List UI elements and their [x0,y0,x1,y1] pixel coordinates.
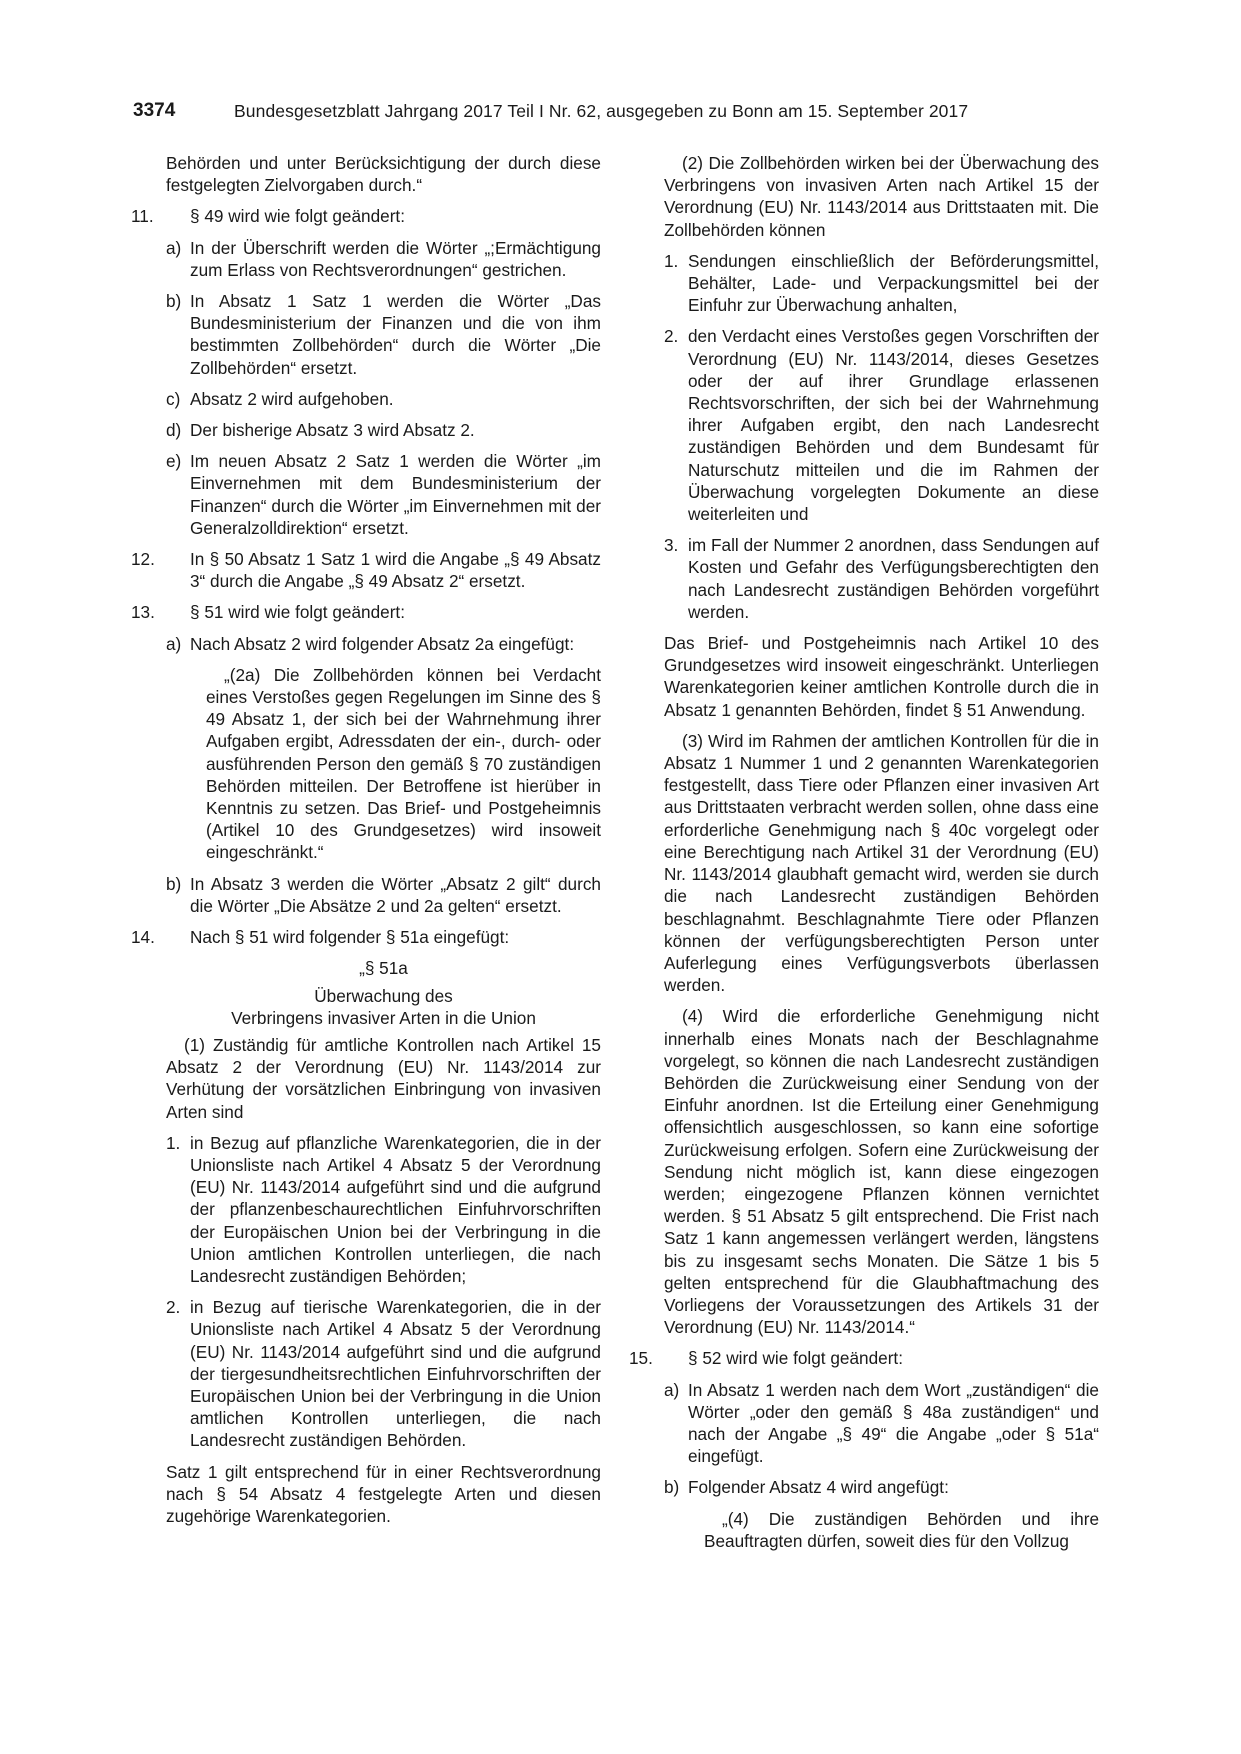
item-number: 1. [166,1132,181,1153]
item-letter: b) [664,1477,680,1498]
list-item [629,1347,1099,1369]
item-letter: d) [166,420,182,441]
item-number: 2. [166,1297,181,1318]
item-text: Sendungen einschließlich der Beförderungsmittel, Behälter, Lade- und Verpackungsmittel bei der Einfuhr zur Überwachung anhalten, [688,250,1099,316]
page-number: 3374 [133,100,176,121]
quoted-paragraph: „(4) Die zuständigen Behörden und ihre Beauftragten dürfen, soweit dies für den Vollzug [704,1508,1099,1551]
item-text: im Fall der Nummer 2 anordnen, dass Sendungen auf Kosten und Gefahr des Verfügungsberechtigten den nach Landesrecht zuständigen Behörden vorgeführt werden. [688,535,1099,622]
item-number: 13. [131,602,155,623]
item-text: In § 50 Absatz 1 Satz 1 wird die Angabe „§ 49 Absatz 3“ durch die Angabe „§ 49 Absatz 2“ ersetzt. [190,549,601,592]
item-text: Absatz 2 wird aufgehoben. [190,388,394,409]
item-letter: a) [664,1379,680,1400]
list-item [166,633,601,655]
item-text: Nach § 51 wird folgender § 51a eingefügt: [190,927,510,948]
item-letter: b) [166,873,182,894]
item-text: § 51 wird wie folgt geändert: [190,602,405,623]
item-letter: a) [166,633,182,654]
item-text: In Absatz 1 werden nach dem Wort „zuständigen“ die Wörter „oder den gemäß § 48a zuständigen“ und nach der Angabe „§ 49“ die Angabe „oder § 51a“ eingefügt. [688,1379,1099,1467]
running-title: Bundesgesetzblatt Jahrgang 2017 Teil I Nr. 62, ausgegeben zu Bonn am 15. September 2017 [234,101,969,121]
paragraph: Satz 1 gilt entsprechend für in einer Rechtsverordnung nach § 54 Absatz 4 festgelegte Arten und diesen zugehörige Warenkategorien. [166,1461,601,1526]
list-item [166,1132,601,1287]
section-title-line: Verbringens invasiver Arten in die Union [231,1007,536,1028]
paragraph: (3) Wird im Rahmen der amtlichen Kontrollen für die in Absatz 1 Nummer 1 und 2 genannten Warenkategorien festgestellt, dass Tiere oder Pflanzen einer invasiven Art aus Drittstaaten verbracht werden sollen, ohne dass eine erforderliche Genehmigung nach § 40c vorgelegt oder eine Berechtigung nach Artikel 31 der Verordnung (EU) Nr. 1143/2014 glaubhaft gemacht wird, werden sie durch die nach Landesrecht zuständigen Behörden beschlagnahmt. Beschlagnahmte Tiere oder Pflanzen können der verfügungsberechtigten Person unter Auferlegung eines Verfügungsverbots überlassen werden. [664,730,1099,996]
paragraph: (4) Wird die erforderliche Genehmigung nicht innerhalb eines Monats nach der Beschlagnahme vorgelegt, so können die nach Landesrecht zuständigen Behörden die Zurückweisung einer Sendung von der Einfuhr anordnen. Ist die Erteilung einer Genehmigung offensichtlich ausgeschlossen, so kann eine sofortige Zurückweisung erfolgen. Sofern eine Zurückweisung der Sendung nicht möglich ist, kann diese eingezogen werden; eingezogene Pflanzen können vernichtet werden. § 51 Absatz 5 gilt entsprechend. Die Frist nach Satz 1 kann angemessen verlängert werden, längstens bis zu insgesamt sechs Monaten. Die Sätze 1 bis 5 gelten entsprechend für die Glaubhaftmachung des Vorliegens der Voraussetzungen des Artikels 31 der Verordnung (EU) Nr. 1143/2014.“ [664,1006,1099,1338]
item-text: § 52 wird wie folgt geändert: [688,1348,903,1369]
section-title-line: Überwachung des [314,985,453,1006]
list-item [131,548,601,592]
list-item [131,926,601,948]
list-item [664,325,1099,525]
item-letter: b) [166,291,182,312]
list-item [166,237,601,281]
item-text: in Bezug auf tierische Warenkategorien, die in der Unionsliste nach Artikel 4 Absatz 5 der Verordnung (EU) Nr. 1143/2014 aufgeführt sind und die aufgrund der tiergesundheitsrechtlichen Einfuhrvorschriften der Europäischen Union bei der Verbringung in die Union amtlichen Kontrollen unterliegen, die nach Landesrecht zuständigen Behörden. [190,1297,601,1451]
item-letter: c) [166,388,181,409]
item-number: 1. [664,250,679,271]
list-item [664,534,1099,623]
item-text: Nach Absatz 2 wird folgender Absatz 2a eingefügt: [190,633,575,654]
item-number: 3. [664,535,679,556]
item-number: 14. [131,927,155,948]
item-number: 15. [629,1348,653,1369]
list-item [166,1296,601,1451]
item-letter: e) [166,451,182,472]
item-text: Folgender Absatz 4 wird angefügt: [688,1477,949,1498]
list-item [664,1476,1099,1498]
paragraph: (2) Die Zollbehörden wirken bei der Überwachung des Verbringens von invasiven Arten nach Artikel 15 der Verordnung (EU) Nr. 1143/2014 aus Drittstaaten mit. Die Zollbehörden können [664,153,1099,240]
list-item [664,250,1099,317]
item-number: 12. [131,549,155,570]
list-item [166,873,601,917]
item-text: In Absatz 3 werden die Wörter „Absatz 2 gilt“ durch die Wörter „Die Absätze 2 und 2a gelten“ ersetzt. [190,873,601,916]
paragraph: (1) Zuständig für amtliche Kontrollen nach Artikel 15 Absatz 2 der Verordnung (EU) Nr. 1143/2014 zur Verhütung der vorsätzlichen Einbringung von invasiven Arten sind [166,1034,601,1122]
list-item [166,419,601,441]
item-number: 11. [131,206,154,227]
paragraph: Das Brief- und Postgeheimnis nach Artikel 10 des Grundgesetzes wird insoweit eingeschränkt. Unterliegen Warenkategorien keiner amtlichen Kontrolle durch die in Absatz 1 genannten Behörden, findet § 51 Anwendung. [664,633,1099,720]
item-number: 2. [664,326,679,347]
item-text: den Verdacht eines Verstoßes gegen Vorschriften der Verordnung (EU) Nr. 1143/2014, dieses Gesetzes oder der auf ihrer Grundlage erlassenen Rechtsvorschriften, der sich bei der Wahrnehmung ihrer Aufgaben ergibt, den nach Landesrecht zuständigen Behörden und dem Bundesamt für Naturschutz mitteilen und die im Rahmen der Überwachung vorgelegten Dokumente an diese weiterleiten und [688,326,1099,525]
list-item [131,601,601,623]
list-item [166,388,601,410]
list-item [664,1379,1099,1468]
item-text: § 49 wird wie folgt geändert: [190,206,405,227]
item-text: in Bezug auf pflanzliche Warenkategorien, die in der Unionsliste nach Artikel 4 Absatz 5 der Verordnung (EU) Nr. 1143/2014 aufgeführt sind und die aufgrund der pflanzenbeschaurechtlichen Einfuhrvorschriften der Europäischen Union bei der Verbringung in die Union amtlichen Kontrollen unterliegen, die nach Landesrecht zuständigen Behörden; [190,1132,601,1286]
quoted-paragraph: „(2a) Die Zollbehörden können bei Verdacht eines Verstoßes gegen Regelungen im Sinne des § 49 Absatz 1, der sich bei der Wahrnehmung ihrer Aufgaben ergibt, Adressdaten der ein-, durch- oder ausführenden Person den gemäß § 70 zuständigen Behörden mitteilen. Der Betroffene ist hierüber in Kenntnis zu setzen. Das Brief- und Postgeheimnis (Artikel 10 des Grundgesetzes) wird insoweit eingeschränkt.“ [206,664,601,863]
list-item [166,290,601,379]
list-item [131,205,601,227]
item-text: In Absatz 1 Satz 1 werden die Wörter „Das Bundesministerium der Finanzen und die von ihm bestimmten Zollbehörden“ durch die Wörter „Die Zollbehörden“ ersetzt. [190,291,601,378]
item-text: In der Überschrift werden die Wörter „;Ermächtigung zum Erlass von Rechtsverordnungen“ gestrichen. [190,237,601,280]
left-column [131,152,601,1536]
page-header [133,100,1108,126]
continued-text: Behörden und unter Berücksichtigung der durch diese festgelegten Zielvorgaben durch.“ [166,153,601,196]
section-number: „§ 51a [359,958,408,979]
list-item [166,450,601,539]
item-text: Der bisherige Absatz 3 wird Absatz 2. [190,420,475,441]
item-letter: a) [166,237,182,258]
item-text: Im neuen Absatz 2 Satz 1 werden die Wörter „im Einvernehmen mit dem Bundesministerium der Finanzen“ durch die Wörter „im Einvernehmen mit der Generalzolldirektion“ ersetzt. [190,451,601,538]
right-column [629,152,1099,1561]
